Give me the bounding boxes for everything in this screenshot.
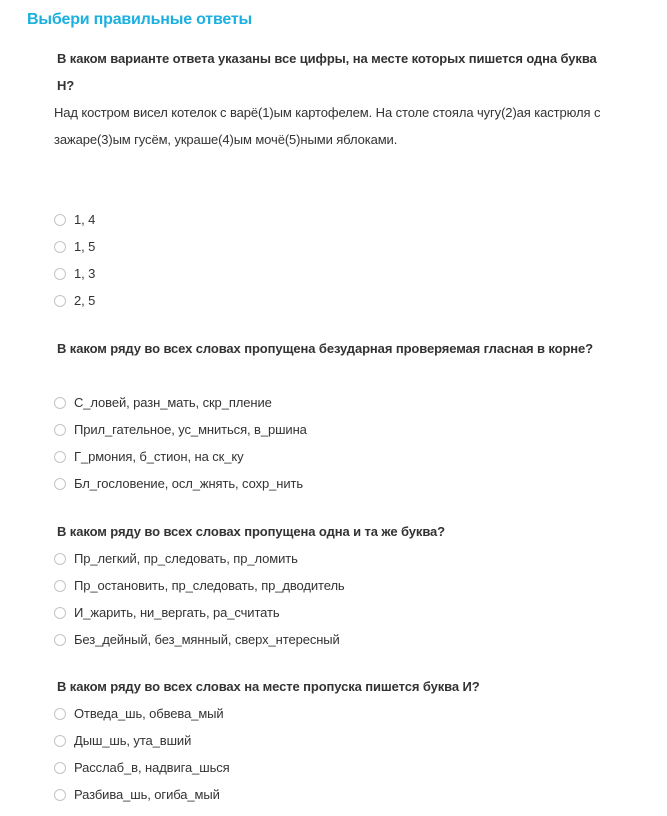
option-label: 2, 5 bbox=[74, 293, 96, 308]
question-1-option-2[interactable] bbox=[54, 233, 614, 260]
radio-icon[interactable] bbox=[54, 424, 66, 436]
option-label: 1, 5 bbox=[74, 239, 96, 254]
option-label: 1, 4 bbox=[74, 212, 96, 227]
radio-icon[interactable] bbox=[54, 762, 66, 774]
option-label: Расслаб_в, надвига_шься bbox=[74, 760, 230, 775]
question-4-options bbox=[54, 700, 614, 808]
question-1-option-4[interactable] bbox=[54, 287, 614, 314]
question-4-option-3[interactable] bbox=[54, 754, 614, 781]
radio-icon[interactable] bbox=[54, 634, 66, 646]
question-3-option-4[interactable] bbox=[54, 626, 614, 653]
question-3-option-2[interactable] bbox=[54, 572, 614, 599]
question-3-option-3[interactable] bbox=[54, 599, 614, 626]
question-4-option-4[interactable] bbox=[54, 781, 614, 808]
radio-icon[interactable] bbox=[54, 580, 66, 592]
question-1-title: В каком варианте ответа указаны все цифры, на месте которых пишется одна буква Н? bbox=[57, 51, 597, 93]
question-2-option-4[interactable] bbox=[54, 470, 614, 497]
question-4-option-1[interactable] bbox=[54, 700, 614, 727]
option-label: С_ловей, разн_мать, скр_пление bbox=[74, 395, 272, 410]
radio-icon[interactable] bbox=[54, 451, 66, 463]
page-title: Выбери правильные ответы bbox=[27, 11, 252, 28]
question-4-option-2[interactable] bbox=[54, 727, 614, 754]
option-label: Г_рмония, б_стион, на ск_ку bbox=[74, 449, 244, 464]
option-label: Пр_остановить, пр_следовать, пр_дводитель bbox=[74, 578, 345, 593]
option-label: Прил_гательное, ус_мниться, в_ршина bbox=[74, 422, 307, 437]
radio-icon[interactable] bbox=[54, 478, 66, 490]
question-1 bbox=[54, 45, 614, 153]
question-3-title: В каком ряду во всех словах пропущена одна и та же буква? bbox=[57, 524, 446, 539]
radio-icon[interactable] bbox=[54, 553, 66, 565]
question-1-text: Над костром висел котелок с варё(1)ым картофелем. На столе стояла чугу(2)ая кастрюля с зажаре(3)ым гусём, украше(4)ым мочё(5)ными яблоками. bbox=[54, 105, 601, 147]
question-3 bbox=[54, 518, 614, 545]
question-2-option-2[interactable] bbox=[54, 416, 614, 443]
question-2-option-3[interactable] bbox=[54, 443, 614, 470]
question-3-options bbox=[54, 545, 614, 653]
option-label: Пр_легкий, пр_следовать, пр_ломить bbox=[74, 551, 298, 566]
option-label: Без_дейный, без_мянный, сверх_нтересный bbox=[74, 632, 340, 647]
radio-icon[interactable] bbox=[54, 241, 66, 253]
question-1-option-3[interactable] bbox=[54, 260, 614, 287]
question-4 bbox=[54, 673, 614, 700]
radio-icon[interactable] bbox=[54, 607, 66, 619]
radio-icon[interactable] bbox=[54, 295, 66, 307]
option-label: Отведа_шь, обвева_мый bbox=[74, 706, 224, 721]
question-2-option-1[interactable] bbox=[54, 389, 614, 416]
radio-icon[interactable] bbox=[54, 789, 66, 801]
question-2-options bbox=[54, 389, 614, 497]
question-2 bbox=[54, 335, 614, 362]
option-label: Разбива_шь, огиба_мый bbox=[74, 787, 220, 802]
option-label: Дыш_шь, ута_вший bbox=[74, 733, 192, 748]
radio-icon[interactable] bbox=[54, 708, 66, 720]
question-1-option-1[interactable] bbox=[54, 206, 614, 233]
question-1-options bbox=[54, 206, 614, 314]
radio-icon[interactable] bbox=[54, 397, 66, 409]
option-label: Бл_гословение, осл_жнять, сохр_нить bbox=[74, 476, 304, 491]
radio-icon[interactable] bbox=[54, 735, 66, 747]
question-3-option-1[interactable] bbox=[54, 545, 614, 572]
option-label: И_жарить, ни_вергать, ра_считать bbox=[74, 605, 280, 620]
question-2-title: В каком ряду во всех словах пропущена безударная проверяемая гласная в корне? bbox=[57, 341, 594, 356]
option-label: 1, 3 bbox=[74, 266, 96, 281]
question-4-title: В каком ряду во всех словах на месте пропуска пишется буква И? bbox=[57, 679, 480, 694]
radio-icon[interactable] bbox=[54, 214, 66, 226]
radio-icon[interactable] bbox=[54, 268, 66, 280]
